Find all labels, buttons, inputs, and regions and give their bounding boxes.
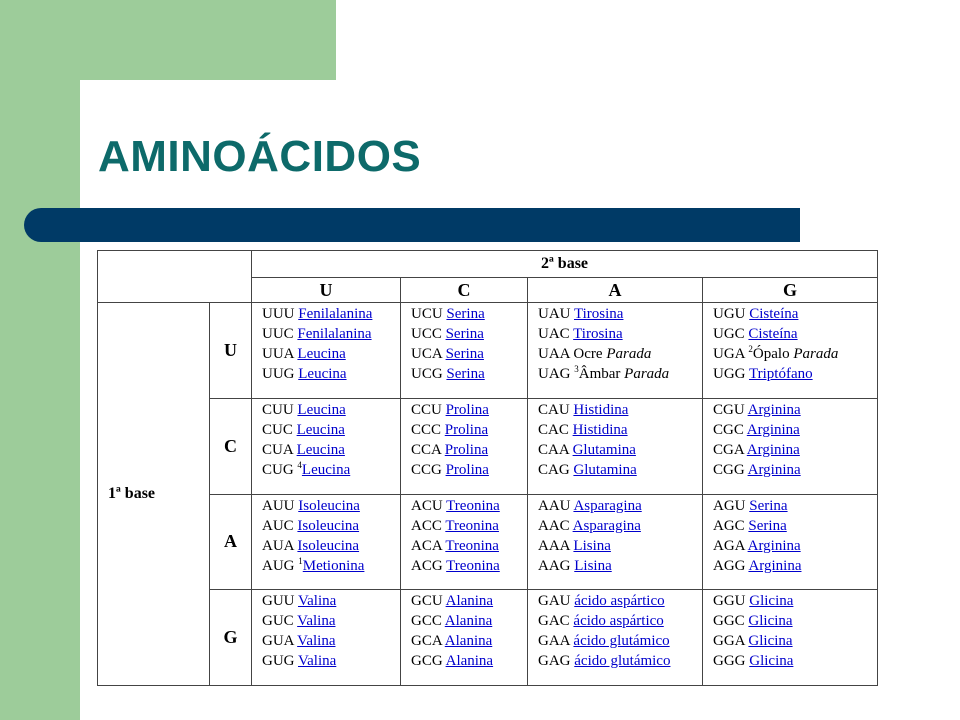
amino-acid-link[interactable]: Leucina	[301, 461, 351, 478]
amino-acid-link[interactable]: Tirosina	[573, 306, 624, 322]
codon-line	[713, 324, 877, 344]
codon-row	[98, 303, 878, 399]
codon: UAA	[538, 346, 570, 362]
first-base-header: 1ª base	[98, 303, 210, 686]
codon: CUG	[262, 461, 294, 478]
codon: AGU	[713, 497, 746, 514]
codon-line	[411, 364, 527, 384]
amino-acid-link[interactable]: Histidina	[573, 401, 629, 418]
codon-line	[411, 304, 527, 324]
codon-line	[411, 400, 527, 420]
stop-codon-name: Ópalo	[752, 346, 790, 362]
amino-acid-link[interactable]: Prolina	[444, 421, 489, 438]
codon: CGA	[713, 441, 744, 458]
codon: GAC	[538, 613, 570, 630]
codon: UUG	[262, 366, 295, 382]
codon: AAA	[538, 537, 570, 554]
amino-acid-link[interactable]: Histidina	[572, 421, 628, 438]
codon-line	[411, 536, 527, 556]
amino-acid-link[interactable]: Asparagina	[572, 517, 641, 534]
codon: GAG	[538, 653, 571, 670]
codon: GCU	[411, 593, 443, 610]
codon: UAC	[538, 326, 570, 342]
codon: CAU	[538, 401, 570, 418]
stop-label: Parada	[793, 346, 839, 362]
codon-line	[538, 420, 702, 440]
codon: AUA	[262, 537, 294, 554]
amino-acid-link[interactable]: Arginina	[748, 557, 802, 574]
codon: UGU	[713, 306, 746, 322]
codon-line	[262, 400, 400, 420]
codon: GAU	[538, 593, 571, 610]
amino-acid-link[interactable]: Treonina	[446, 557, 500, 574]
codon: ACU	[411, 497, 443, 514]
codon-line	[538, 324, 702, 344]
amino-acid-link[interactable]: Alanina	[445, 593, 494, 610]
amino-acid-link[interactable]: Treonina	[445, 517, 499, 534]
codon-line	[713, 536, 877, 556]
codon: UUC	[262, 326, 294, 342]
codon: AUC	[262, 517, 294, 534]
codon: UUA	[262, 346, 294, 362]
codon: AGC	[713, 517, 745, 534]
codon-line	[262, 496, 400, 516]
codon: CAG	[538, 461, 570, 478]
amino-acid-link[interactable]: Glicina	[749, 653, 794, 670]
codon-line	[713, 440, 877, 460]
codon-line	[713, 516, 877, 536]
amino-acid-link[interactable]: Valina	[297, 633, 336, 650]
amino-acid-link[interactable]: Serina	[445, 326, 484, 342]
codon-line	[538, 364, 702, 384]
codon-line	[411, 651, 527, 671]
codon-cell	[252, 303, 401, 399]
stop-codon-name: Âmbar	[578, 366, 621, 382]
amino-acid-link[interactable]: Alanina	[445, 653, 494, 670]
codon-line	[411, 440, 527, 460]
footnote-marker: 2	[748, 344, 753, 354]
codon: ACA	[411, 537, 442, 554]
col-base-a: A	[528, 278, 703, 303]
codon-line	[538, 611, 702, 631]
codon-line	[538, 516, 702, 536]
codon: UGA	[713, 346, 745, 362]
codon-line	[713, 651, 877, 671]
slide-title: AMINOÁCIDOS	[98, 132, 422, 181]
codon: UCA	[411, 346, 442, 362]
codon-line	[538, 304, 702, 324]
codon: UCG	[411, 366, 443, 382]
codon-line	[538, 460, 702, 480]
codon: CCU	[411, 401, 442, 418]
codon-line	[538, 440, 702, 460]
codon: UUU	[262, 306, 295, 322]
codon-line	[411, 496, 527, 516]
codon: GGU	[713, 593, 746, 610]
side-band	[0, 0, 80, 720]
amino-acid-link[interactable]: Tirosina	[573, 326, 623, 342]
codon-line	[538, 344, 702, 364]
amino-acid-link[interactable]: Arginina	[746, 441, 800, 458]
content-corner	[80, 80, 140, 140]
codon-line	[713, 496, 877, 516]
col-base-c: C	[401, 278, 528, 303]
codon-cell	[703, 303, 878, 399]
codon-line	[262, 440, 400, 460]
codon: AAU	[538, 497, 571, 514]
codon-line	[262, 344, 400, 364]
codon-line	[262, 631, 400, 651]
codon-line	[411, 324, 527, 344]
codon-line	[713, 556, 877, 576]
codon: CGG	[713, 461, 745, 478]
codon-line	[262, 611, 400, 631]
codon: CAA	[538, 441, 569, 458]
codon-line	[538, 496, 702, 516]
codon-line	[411, 556, 527, 576]
codon-line	[713, 420, 877, 440]
codon-line	[713, 304, 877, 324]
amino-acid-link[interactable]: ácido aspártico	[574, 593, 665, 610]
codon-line	[411, 631, 527, 651]
codon-cell	[528, 303, 703, 399]
amino-acid-link[interactable]: Cisteína	[749, 306, 799, 322]
amino-acid-link[interactable]: Lisina	[573, 537, 611, 554]
top-band	[80, 0, 336, 80]
codon-line	[538, 651, 702, 671]
codon: CCC	[411, 421, 442, 438]
codon: AAC	[538, 517, 570, 534]
amino-acid-link[interactable]: ácido glutámico	[574, 653, 671, 670]
amino-acid-link[interactable]: ácido glutámico	[573, 633, 670, 650]
amino-acid-link[interactable]: Leucina	[297, 346, 346, 362]
amino-acid-link[interactable]: Prolina	[445, 461, 489, 478]
codon: GUG	[262, 653, 295, 670]
stop-label: Parada	[624, 366, 670, 382]
codon-line	[262, 324, 400, 344]
codon: UCC	[411, 326, 442, 342]
stop-codon-name: Ocre	[573, 346, 603, 362]
codon: GCG	[411, 653, 443, 670]
amino-acid-link[interactable]: Arginina	[746, 421, 800, 438]
codon: CGC	[713, 421, 744, 438]
amino-acid-link[interactable]: Serina	[749, 497, 788, 514]
codon-line	[411, 516, 527, 536]
codon-line	[538, 631, 702, 651]
codon-line	[713, 460, 877, 480]
amino-acid-link[interactable]: Treonina	[446, 497, 500, 514]
amino-acid-link[interactable]: Valina	[297, 653, 337, 670]
amino-acid-link[interactable]: Arginina	[747, 537, 801, 554]
codon: GGG	[713, 653, 746, 670]
codon-line	[262, 460, 400, 480]
codon: GUC	[262, 613, 294, 630]
amino-acid-link[interactable]: Valina	[297, 613, 336, 630]
codon-row	[98, 494, 878, 590]
codon: GUA	[262, 633, 294, 650]
codon: CCA	[411, 441, 442, 458]
amino-acid-link[interactable]: Leucina	[297, 401, 346, 418]
codon-cell	[528, 590, 703, 686]
codon-cell	[401, 590, 528, 686]
codon-line	[411, 591, 527, 611]
codon: GGC	[713, 613, 745, 630]
codon-cell	[401, 398, 528, 494]
codon-line	[262, 364, 400, 384]
codon-cell	[703, 398, 878, 494]
codon-cell	[252, 590, 401, 686]
codon-line	[713, 611, 877, 631]
amino-acid-link[interactable]: Cisteína	[748, 326, 798, 342]
codon: ACG	[411, 557, 443, 574]
amino-acid-link[interactable]: Alanina	[444, 633, 493, 650]
codon: UAG	[538, 366, 571, 382]
codon-line	[262, 591, 400, 611]
codon-line	[262, 651, 400, 671]
codon: CUC	[262, 421, 293, 438]
amino-acid-link[interactable]: Alanina	[444, 613, 493, 630]
amino-acid-link[interactable]: Glicina	[749, 593, 794, 610]
amino-acid-link[interactable]: Glutamina	[573, 461, 637, 478]
footnote-marker: 1	[298, 555, 303, 566]
amino-acid-link[interactable]: Isoleucina	[298, 497, 360, 514]
codon: UGC	[713, 326, 745, 342]
amino-acid-link[interactable]: Glicina	[748, 613, 793, 630]
codon-line	[538, 400, 702, 420]
amino-acid-link[interactable]: Serina	[748, 517, 787, 534]
codon-line	[538, 556, 702, 576]
codon-cell	[528, 494, 703, 590]
codon: CAC	[538, 421, 569, 438]
amino-acid-link[interactable]: Triptófano	[748, 366, 813, 382]
codon: GCC	[411, 613, 442, 630]
row-base-u: U	[210, 303, 252, 399]
codon: GCA	[411, 633, 442, 650]
codon-cell	[401, 494, 528, 590]
codon-line	[713, 591, 877, 611]
amino-acid-link[interactable]: Leucina	[296, 421, 345, 438]
row-base-a: A	[210, 494, 252, 590]
codon: GAA	[538, 633, 570, 650]
amino-acid-link[interactable]: ácido aspártico	[573, 613, 664, 630]
amino-acid-link[interactable]: Isoleucina	[297, 537, 360, 554]
row-base-g: G	[210, 590, 252, 686]
codon-row	[98, 590, 878, 686]
amino-acid-link[interactable]: Glutamina	[572, 441, 636, 458]
amino-acid-link[interactable]: Arginina	[747, 461, 801, 478]
row-base-c: C	[210, 398, 252, 494]
codon-line	[411, 420, 527, 440]
codon: AUU	[262, 497, 295, 514]
codon-row	[98, 398, 878, 494]
codon: CCG	[411, 461, 442, 478]
codon: GUU	[262, 593, 295, 610]
amino-acid-link[interactable]: Treonina	[445, 537, 499, 554]
codon-line	[411, 460, 527, 480]
codon-cell	[252, 494, 401, 590]
codon: CUU	[262, 401, 294, 418]
codon-line	[262, 304, 400, 324]
codon-line	[262, 556, 400, 576]
footnote-marker: 4	[297, 459, 302, 470]
amino-acid-link[interactable]: Arginina	[747, 401, 801, 418]
codon: UCU	[411, 306, 443, 322]
amino-acid-link[interactable]: Serina	[446, 366, 485, 382]
codon: UGG	[713, 366, 746, 382]
title-underline-bar	[24, 208, 800, 242]
codon-line	[262, 536, 400, 556]
amino-acid-link[interactable]: Fenilalanina	[297, 326, 372, 342]
codon-line	[538, 536, 702, 556]
amino-acid-link[interactable]: Metionina	[302, 557, 365, 574]
corner-cell	[98, 251, 252, 303]
codon-cell	[528, 398, 703, 494]
codon-cell	[401, 303, 528, 399]
codon-line	[538, 591, 702, 611]
amino-acid-link[interactable]: Fenilalanina	[298, 306, 373, 322]
codon: GGA	[713, 633, 745, 650]
codon: CGU	[713, 401, 745, 418]
amino-acid-link[interactable]: Asparagina	[573, 497, 642, 514]
codon: AAG	[538, 557, 571, 574]
amino-acid-link[interactable]: Prolina	[445, 401, 489, 418]
codon-line	[262, 420, 400, 440]
amino-acid-link[interactable]: Serina	[445, 346, 484, 362]
amino-acid-link[interactable]: Isoleucina	[297, 517, 360, 534]
amino-acid-link[interactable]: Lisina	[574, 557, 612, 574]
codon: AGA	[713, 537, 745, 554]
col-base-u: U	[252, 278, 401, 303]
second-base-header: 2ª base	[252, 251, 878, 278]
amino-acid-link[interactable]: Leucina	[298, 366, 347, 382]
codon: ACC	[411, 517, 442, 534]
codon-cell	[703, 494, 878, 590]
codon: UAU	[538, 306, 571, 322]
amino-acid-link[interactable]: Prolina	[444, 441, 489, 458]
codon-line	[713, 400, 877, 420]
codon-line	[713, 344, 877, 364]
genetic-code-table	[97, 250, 878, 686]
codon-cell	[703, 590, 878, 686]
codon-line	[713, 364, 877, 384]
codon-line	[411, 611, 527, 631]
amino-acid-link[interactable]: Serina	[446, 306, 485, 322]
codon: AGG	[713, 557, 746, 574]
amino-acid-link[interactable]: Glicina	[748, 633, 793, 650]
footnote-marker: 3	[574, 364, 579, 374]
stop-label: Parada	[606, 346, 652, 362]
codon-line	[411, 344, 527, 364]
codon-cell	[252, 398, 401, 494]
codon-line	[713, 631, 877, 651]
codon: AUG	[262, 557, 295, 574]
codon-line	[262, 516, 400, 536]
col-base-g: G	[703, 278, 878, 303]
codon: CUA	[262, 441, 293, 458]
amino-acid-link[interactable]: Leucina	[296, 441, 345, 458]
amino-acid-link[interactable]: Valina	[297, 593, 337, 610]
